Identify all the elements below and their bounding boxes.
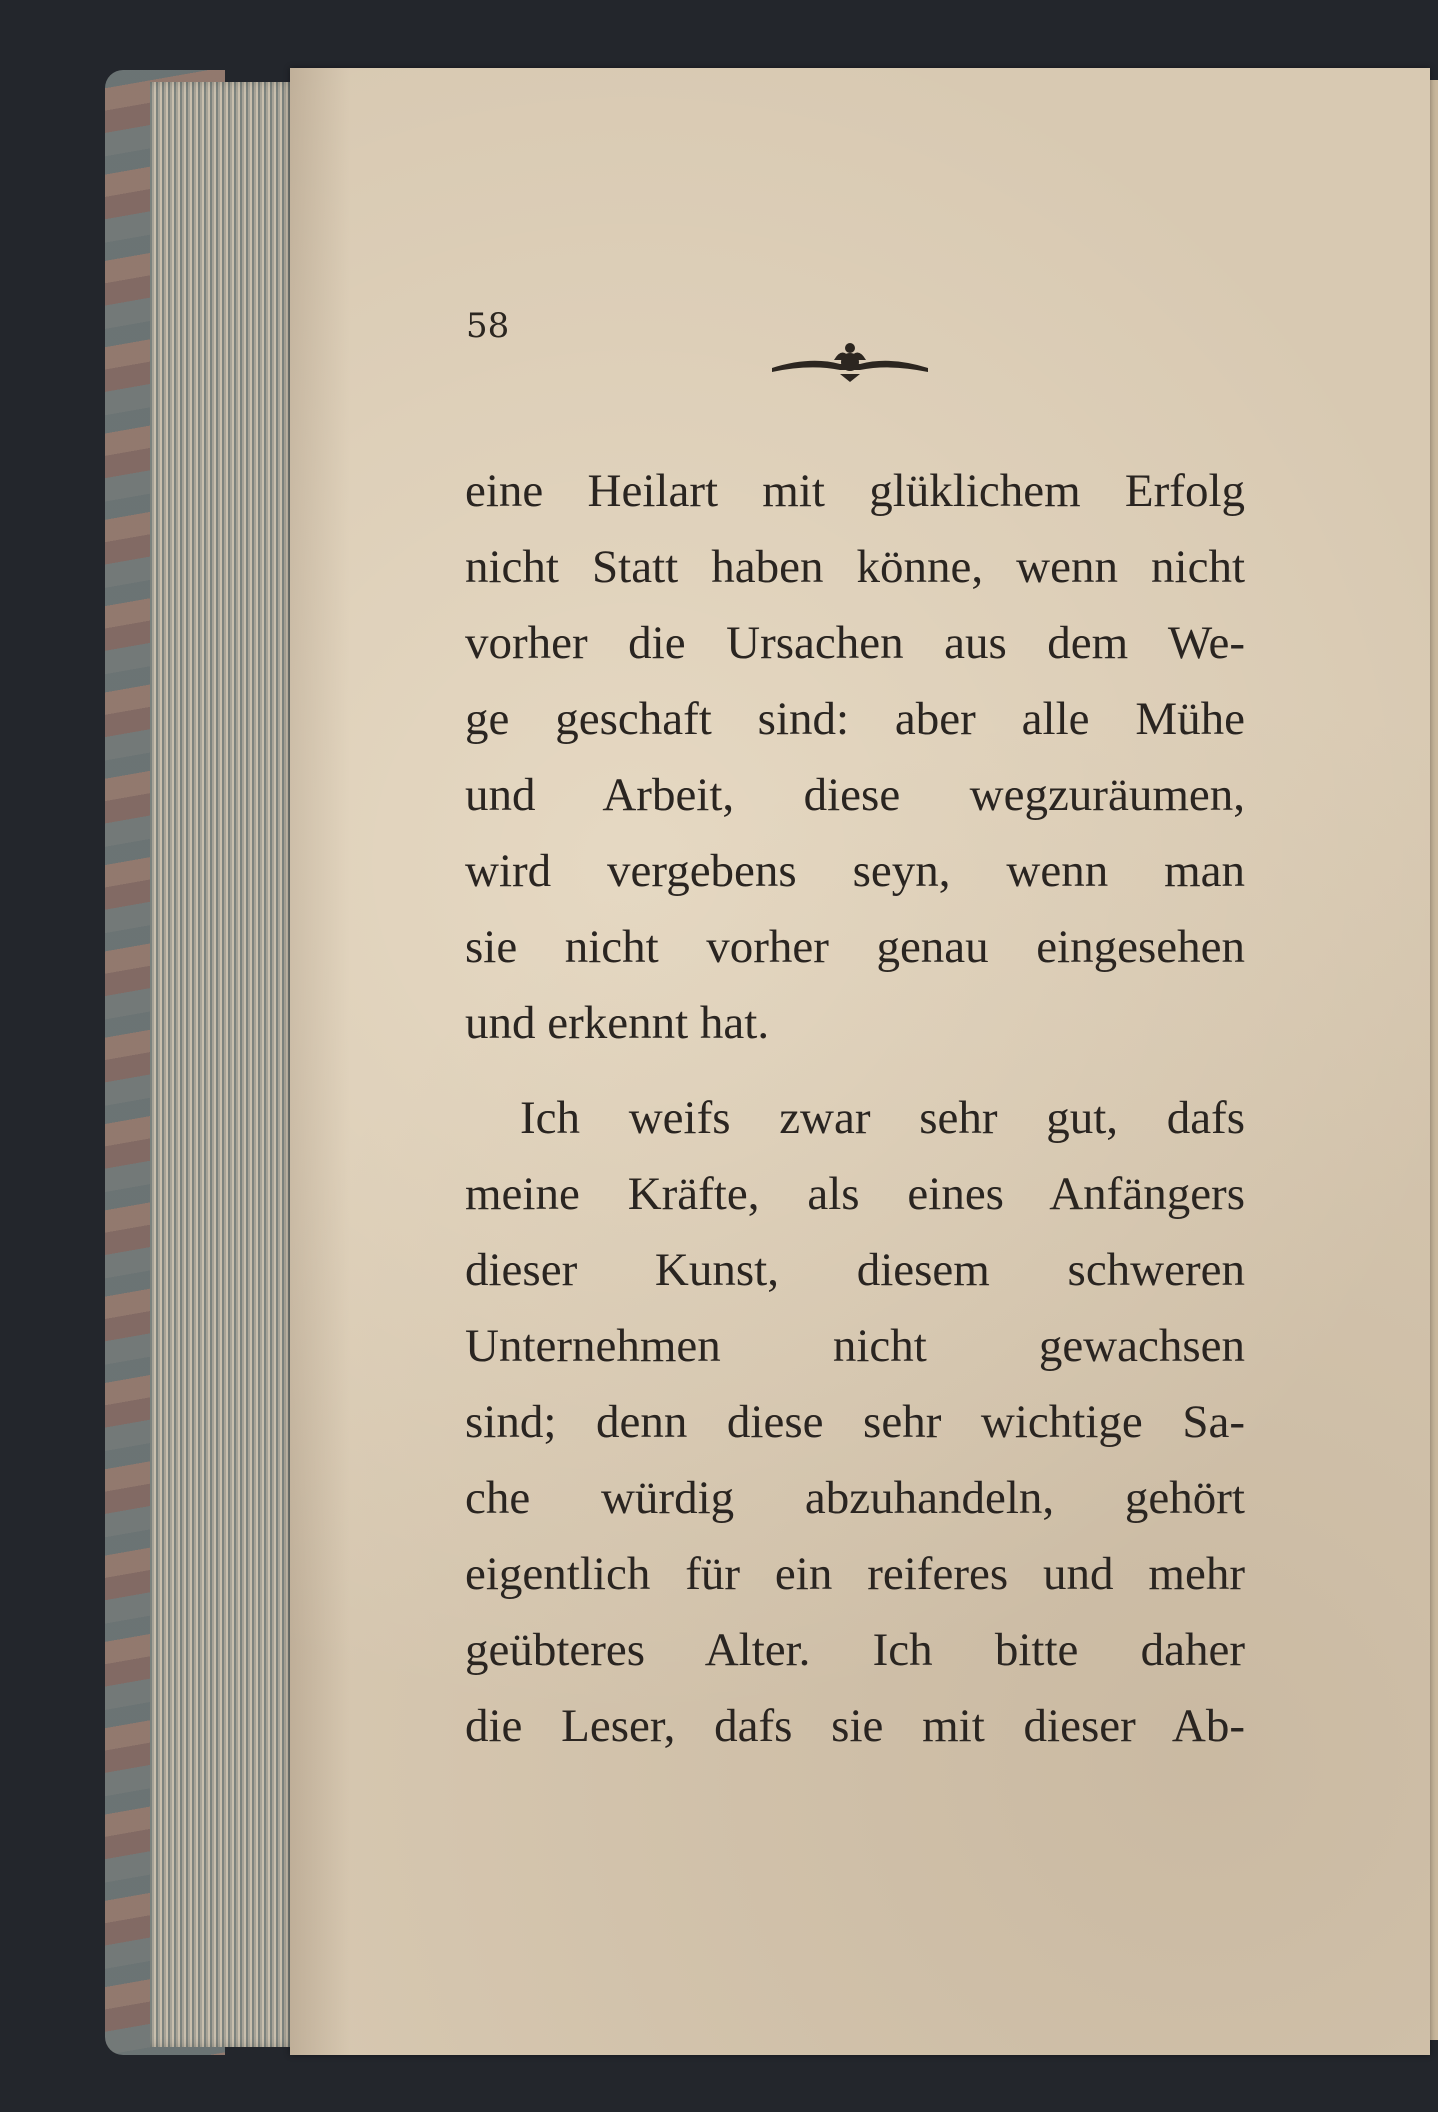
paragraph-2 [465, 1080, 1245, 1764]
text-line: meine Kräfte, als eines Anfängers [465, 1168, 1245, 1220]
text-line: geübteres Alter. Ich bitte daher [465, 1624, 1245, 1676]
header-ornament [770, 338, 930, 386]
text-line: die Leser, dafs sie mit dieser Ab- [465, 1700, 1245, 1752]
text-line: sie nicht vorher genau eingesehen [465, 921, 1245, 973]
text-line: Ich weifs zwar sehr gut, dafs [520, 1092, 1245, 1144]
text-line: vorher die Ursachen aus dem We- [465, 617, 1245, 669]
text-line: Unternehmen nicht gewachsen [465, 1320, 1245, 1372]
paragraph-1 [465, 453, 1245, 1061]
text-line: ge geschaft sind: aber alle Mühe [465, 693, 1245, 745]
page-number: 58 [466, 306, 510, 346]
text-line: und Arbeit, diese wegzuräumen, [465, 769, 1245, 821]
text-line: dieser Kunst, diesem schweren [465, 1244, 1245, 1296]
text-line: che würdig abzuhandeln, gehört [465, 1472, 1245, 1524]
text-line: und erkennt hat. [465, 997, 770, 1049]
page-edges [150, 82, 300, 2047]
text-line: eine Heilart mit glüklichem Erfolg [465, 465, 1245, 517]
book-page [290, 68, 1430, 2055]
text-line: eigentlich für ein reiferes und mehr [465, 1548, 1245, 1600]
text-line: nicht Statt haben könne, wenn nicht [465, 541, 1245, 593]
text-line: wird vergebens seyn, wenn man [465, 845, 1245, 897]
text-line: sind; denn diese sehr wichtige Sa- [465, 1396, 1245, 1448]
